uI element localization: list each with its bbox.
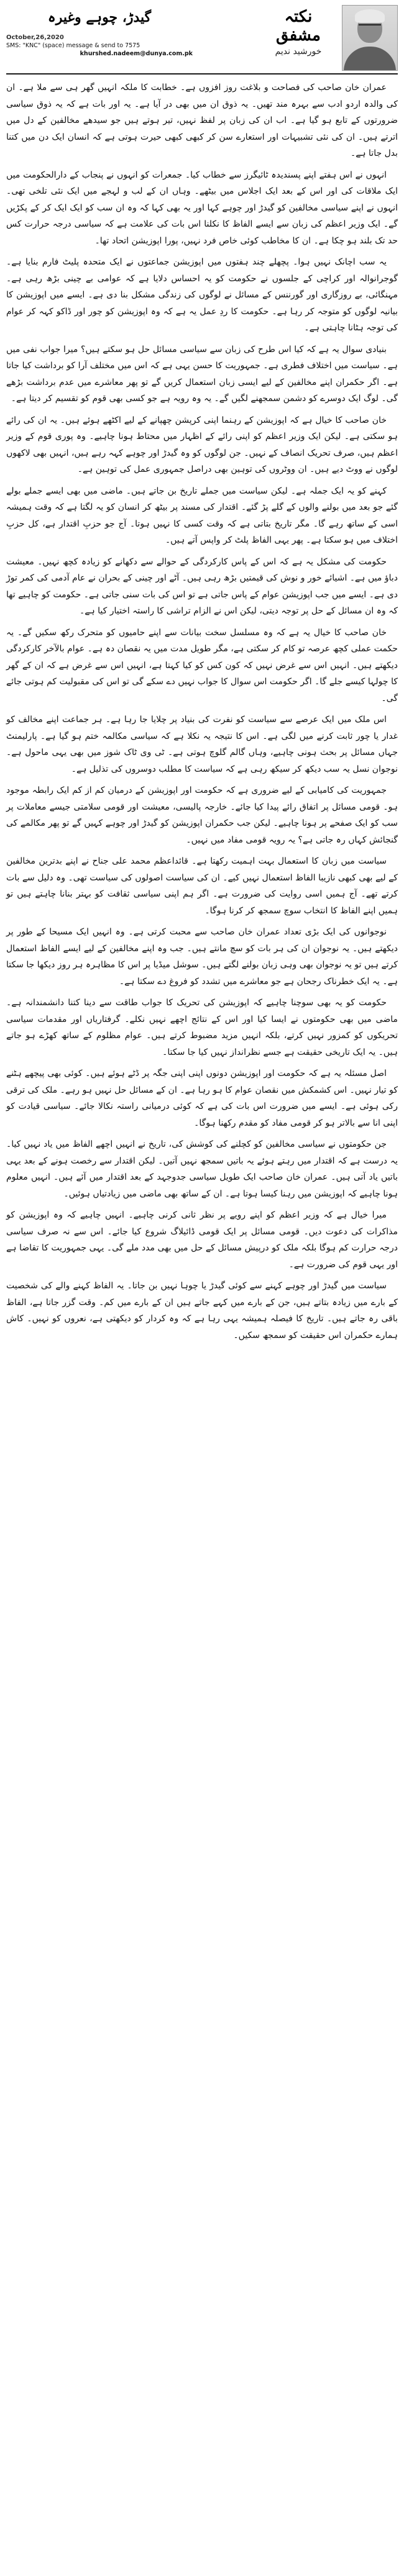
column-brand xyxy=(261,7,336,57)
article-paragraph: یہ سب اچانک نہیں ہوا۔ پچھلے چند ہفتوں میں اپوزیشن جماعتوں نے ایک متحدہ پلیٹ فارم بنایا ہے۔ گوجرانوالہ اور کراچی کے جلسوں نے حکومت کو یہ احساس دلایا ہے کہ عوامی بے چینی بڑھ رہی ہے۔ مہنگائی، بے روزگاری اور گورننس کے مسائل نے لوگوں کی زندگی مشکل بنا دی ہے۔ ایسے میں اپوزیشن کا بیانیہ لوگوں کو متوجہ کر رہا ہے۔ حکومت کا ردِ عمل یہ ہے کہ وہ اپوزیشن کو چور اور ڈاکو کہہ کر عوام کی توجہ ہٹانا چاہتی ہے۔ xyxy=(6,257,398,333)
brand-line-1: نکتہ xyxy=(284,7,313,26)
article-paragraph: نوجوانوں کی ایک بڑی تعداد عمران خان صاحب سے محبت کرتی ہے۔ وہ انہیں ایک مسیحا کے طور پر دیکھتے ہیں۔ یہ نوجوان ان کی ہر بات کو سچ مانتے ہیں۔ جب وہ اپنے مخالفین کے لیے ایسے الفاظ استعمال کرتے ہیں تو یہ نوجوان بھی وہی زبان بولنے لگتے ہیں۔ سوشل میڈیا پر اس کا مظاہرہ ہر روز دیکھا جا سکتا ہے۔ یہ ایک خطرناک رجحان ہے جو معاشرے میں تشدد کو فروغ دے سکتا ہے۔ xyxy=(6,927,398,987)
article-paragraph: اصل مسئلہ یہ ہے کہ حکومت اور اپوزیشن دونوں اپنی اپنی جگہ پر ڈٹے ہوئے ہیں۔ کوئی بھی پیچھے ہٹنے کو تیار نہیں۔ اس کشمکش میں نقصان عوام کا ہو رہا ہے۔ ان کے مسائل حل نہیں ہو رہے۔ ملک کی ترقی رکی ہوئی ہے۔ ایسے میں ضرورت اس بات کی ہے کہ کوئی درمیانی راستہ نکالا جائے۔ سیاسی قیادت کو اپنی انا سے بالاتر ہو کر قومی مفاد کو مقدم رکھنا ہوگا۔ xyxy=(6,1069,398,1128)
article-paragraph: حکومت کی مشکل یہ ہے کہ اس کے پاس کارکردگی کے حوالے سے دکھانے کو زیادہ کچھ نہیں۔ معیشت دباؤ میں ہے۔ اشیائے خور و نوش کی قیمتیں بڑھ رہی ہیں۔ آٹے اور چینی کے بحران نے عام آدمی کی کمر توڑ دی ہے۔ ایسے میں جب اپوزیشن عوام کے پاس جاتی ہے تو اس کی بات سنی جاتی ہے۔ حکومت کو چاہیے تھا کہ وہ ان مسائل کے حل پر توجہ دیتی، لیکن اس نے الزام تراشی کا راستہ اختیار کیا ہے۔ xyxy=(6,556,398,616)
article-paragraph: خان صاحب کا خیال ہے کہ اپوزیشن کے رہنما اپنی کرپشن چھپانے کے لیے اکٹھے ہوئے ہیں۔ یہ ان کی رائے ہو سکتی ہے۔ لیکن ایک وزیر اعظم کو اپنی رائے کے اظہار میں محتاط ہونا چاہیے۔ وہ پوری قوم کے وزیر اعظم ہیں، صرف تحریک انصاف کے نہیں۔ جن لوگوں کو وہ گیدڑ اور چوہے کہہ رہے ہیں، انہیں بھی لاکھوں لوگوں نے ووٹ دیے ہیں۔ ان ووٹروں کی توہین بھی دراصل جمہوری عمل کی توہین ہے۔ xyxy=(6,415,398,474)
article-paragraph: جن حکومتوں نے سیاسی مخالفین کو کچلنے کی کوشش کی، تاریخ نے انہیں اچھے الفاظ میں یاد نہیں کیا۔ یہ درست ہے کہ اقتدار میں رہتے ہوئے یہ باتیں سمجھ نہیں آتیں۔ لیکن اقتدار سے رخصت ہونے کے بعد یہی باتیں یاد آتی ہیں۔ عمران خان صاحب ایک طویل سیاسی جدوجہد کے بعد اقتدار میں آئے ہیں۔ انہیں معلوم ہونا چاہیے کہ اپوزیشن میں رہنا کیسا ہوتا ہے۔ ان کے ساتھ بھی ماضی میں زیادتیاں ہوئیں۔ xyxy=(6,1139,398,1199)
column-title: گیدڑ، چوہے وغیرہ xyxy=(47,9,152,25)
article-paragraph: سیاست میں گیدڑ اور چوہے کہنے سے کوئی گیدڑ یا چوہا نہیں بن جاتا۔ یہ الفاظ کہنے والے کی شخصیت کے بارے میں زیادہ بتاتے ہیں، جن کے بارے میں کہے جاتے ہیں ان کے بارے میں کم۔ وقت گزر جاتا ہے، الفاظ باقی رہ جاتے ہیں۔ تاریخ کا فیصلہ ہمیشہ یہی رہا ہے کہ وہ کردار کو دیکھتی ہے، نعروں کو نہیں۔ کاش ہمارے حکمران اس حقیقت کو سمجھ سکیں۔ xyxy=(6,1281,398,1340)
article-paragraph: اس ملک میں ایک عرصے سے سیاست کو نفرت کی بنیاد پر چلایا جا رہا ہے۔ ہر جماعت اپنے مخالف کو غدار یا چور ثابت کرنے میں لگی ہے۔ اس کا نتیجہ یہ نکلا ہے کہ سیاسی مکالمہ ختم ہو گیا ہے۔ پارلیمنٹ جہاں مسائل پر بحث ہونی چاہیے، وہاں گالم گلوچ ہوتی ہے۔ ٹی وی ٹاک شوز میں بھی یہی ماحول ہے۔ نوجوان نسل یہ سب دیکھ کر سیکھ رہی ہے کہ سیاست کا مطلب دوسروں کی تذلیل ہے۔ xyxy=(6,715,398,774)
author-photo xyxy=(342,5,398,71)
article-paragraph: سیاست میں زبان کا استعمال بہت اہمیت رکھتا ہے۔ قائداعظم محمد علی جناح نے اپنے بدترین مخالفین کے لیے بھی کبھی نازیبا الفاظ استعمال نہیں کیے۔ ان کی سیاست اصولوں کی سیاست تھی۔ وہ دلیل سے بات کرتے تھے۔ آج ہمیں اسی روایت کی ضرورت ہے۔ اگر ہم اپنی سیاسی ثقافت کو بہتر بنانا چاہتے ہیں تو ہمیں اپنے الفاظ کا انتخاب سوچ سمجھ کر کرنا ہوگا۔ xyxy=(6,856,398,916)
brand-line-2: مشفق xyxy=(276,26,321,45)
article-paragraph: خان صاحب کا خیال یہ ہے کہ وہ مسلسل سخت بیانات سے اپنے حامیوں کو متحرک رکھ سکیں گے۔ یہ حکمت عملی کچھ عرصہ تو کام کر سکتی ہے، مگر طویل مدت میں یہ نقصان دہ ہے۔ عوام بالآخر کارکردگی دیکھتے ہیں۔ انہیں اس سے غرض نہیں کہ کون کس کو کیا کہتا ہے، انہیں اس سے غرض ہے کہ ان کے گھر کا چولہا کیسے جلے گا۔ اگر حکومت اس سوال کا جواب نہیں دے سکے گی تو اس کی مقبولیت کم ہوتی جائے گی۔ xyxy=(6,627,398,703)
article-paragraph: کہنے کو یہ ایک جملہ ہے۔ لیکن سیاست میں جملے تاریخ بن جاتے ہیں۔ ماضی میں بھی ایسے جملے بولے گئے جو بعد میں بولنے والوں کے گلے پڑ گئے۔ اقتدار کی مسند پر بیٹھ کر انسان کو یہ لگتا ہے کہ وقت ہمیشہ اسی کے ساتھ رہے گا۔ مگر تاریخ بتاتی ہے کہ وقت کسی کا نہیں ہوتا۔ آج جو حزبِ اقتدار ہے، کل حزبِ اختلاف میں ہو سکتا ہے۔ پھر یہی الفاظ پلٹ کر واپس آتے ہیں۔ xyxy=(6,486,398,545)
publish-date: October,26,2020 xyxy=(6,34,64,41)
article-paragraph: عمران خان صاحب کی فصاحت و بلاغت روز افزوں ہے۔ خطابت کا ملکہ انہیں گھر ہی سے ملا ہے۔ ان کی والدہ اردو ادب سے بہرہ مند تھیں۔ یہ ذوق ان میں بھی در آیا ہے۔ یہ اور بات ہے کہ یہ ذوق سیاسی ضرورتوں کے تابع ہو گیا ہے۔ اب ان کی زبان پر لفظ نہیں، تیر ہوتے ہیں جو سیدھے مخالفین کے دل میں اترتے ہیں۔ ان کی نئی تشبیہات اور استعارے سن کر کبھی کبھی حیرت ہوتی ہے کہ انسان ایک دن میں کتنا بدل جاتا ہے۔ xyxy=(6,83,398,158)
article-paragraph: انہوں نے اس ہفتے اپنے پسندیدہ ٹائیگرز سے خطاب کیا۔ جمعرات کو انہوں نے پنجاب کے دارالحکومت میں ایک ملاقات کی اور اس کے بعد ایک اجلاس میں بیٹھے۔ وہاں ان کے لب و لہجے میں ایک نئی تلخی تھی۔ انہوں نے اپنے سیاسی مخالفین کو گیدڑ اور چوہے کہا اور یہ بھی کہا کہ وہ ان سب کو ایک ایک کر کے پکڑیں گے۔ ایک وزیر اعظم کی زبان سے ایسے الفاظ کا نکلنا اس بات کی علامت ہے کہ سیاسی درجہ حرارت کس حد تک بلند ہو چکا ہے۔ ان کا مخاطب کوئی خاص فرد نہیں، پورا اپوزیشن اتحاد تھا۔ xyxy=(6,169,398,246)
article-body xyxy=(6,79,398,1344)
article-paragraph: بنیادی سوال یہ ہے کہ کیا اس طرح کی زبان سے سیاسی مسائل حل ہو سکتے ہیں؟ میرا جواب نفی میں ہے۔ سیاست میں اختلاف فطری ہے۔ جمہوریت کا حسن یہی ہے کہ اس میں مختلف آرا کو برداشت کیا جاتا ہے۔ اگر حکمران اپنے مخالفین کے لیے ایسی زبان استعمال کریں گے تو پھر معاشرے میں عدم برداشت بڑھے گی۔ لوگ ایک دوسرے کو دشمن سمجھنے لگیں گے۔ یہ وہ رویہ ہے جو کسی بھی قوم کو تقسیم کر دیتا ہے۔ xyxy=(6,344,398,404)
author-email[interactable]: khurshed.nadeem@dunya.com.pk xyxy=(80,50,193,57)
sms-line: SMS: "KNC" (space) message & send to 7575 xyxy=(6,42,140,49)
article-paragraph: میرا خیال ہے کہ وزیر اعظم کو اپنے رویے پر نظر ثانی کرنی چاہیے۔ انہیں چاہیے کہ وہ اپوزیشن کو مذاکرات کی دعوت دیں۔ قومی مسائل پر ایک قومی ڈائیلاگ شروع کیا جائے۔ اس سے نہ صرف سیاسی درجہ حرارت کم ہوگا بلکہ ملک کو درپیش مسائل کے حل میں بھی مدد ملے گی۔ یہی جمہوریت کا تقاضا ہے اور یہی قوم کی ضرورت ہے۔ xyxy=(6,1210,398,1270)
column-masthead xyxy=(6,4,398,75)
article-paragraph: حکومت کو یہ بھی سوچنا چاہیے کہ اپوزیشن کی تحریک کا جواب طاقت سے دینا کتنا دانشمندانہ ہے۔ ماضی میں بھی حکومتوں نے ایسا کیا اور اس کے نتائج اچھے نہیں نکلے۔ گرفتاریاں اور مقدمات سیاسی تحریکوں کو کمزور نہیں کرتے، بلکہ انہیں مزید مضبوط کرتے ہیں۔ عوام مظلوم کے ساتھ کھڑے ہو جاتے ہیں۔ یہ ایک تاریخی حقیقت ہے جسے نظرانداز نہیں کیا جا سکتا۔ xyxy=(6,998,398,1057)
article-paragraph: جمہوریت کی کامیابی کے لیے ضروری ہے کہ حکومت اور اپوزیشن کے درمیان کم از کم ایک رابطہ موجود ہو۔ قومی مسائل پر اتفاق رائے پیدا کیا جائے۔ خارجہ پالیسی، معیشت اور قومی سلامتی جیسے معاملات پر سب کو ایک صفحے پر ہونا چاہیے۔ لیکن جب حکمران اپوزیشن کو گیدڑ اور چوہے کہیں گے تو پھر مکالمے کی گنجائش کہاں رہ جاتی ہے؟ یہ رویہ قومی مفاد میں نہیں۔ xyxy=(6,785,398,845)
contact-info xyxy=(6,34,193,58)
author-name: خورشید ندیم xyxy=(275,47,322,56)
